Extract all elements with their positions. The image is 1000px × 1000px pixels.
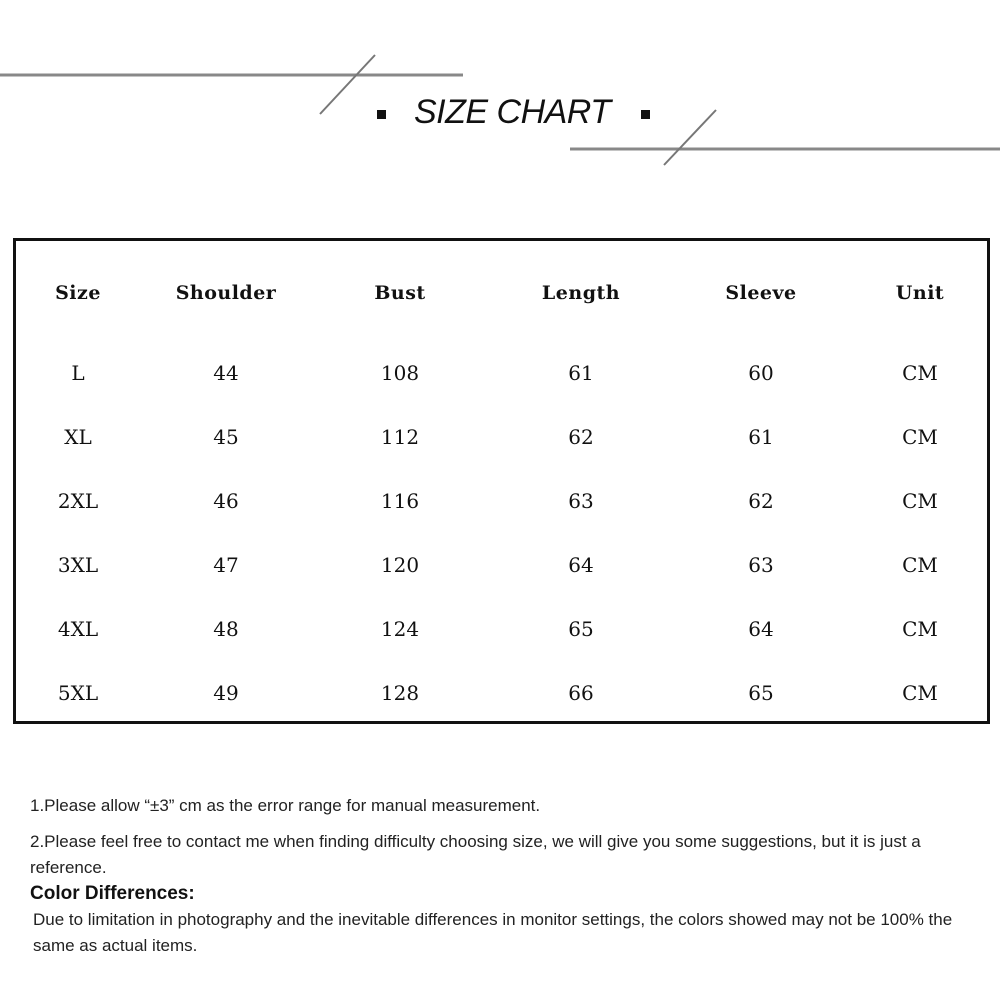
column-header-unit: Unit <box>895 282 945 304</box>
header-slash-right <box>664 110 716 165</box>
header-square-left <box>377 110 386 119</box>
table-cell-unit: CM <box>902 425 938 449</box>
table-cell-unit: CM <box>902 489 938 513</box>
column-header-shoulder: Shoulder <box>175 282 277 304</box>
note-contact: 2.Please feel free to contact me when finding difficulty choosing size, we will give you some suggestions, but it is just a reference. <box>30 832 921 877</box>
color-differences-text: Due to limitation in photography and the inevitable differences in monitor settings, the colors showed may not be 100% the same as actual items. <box>33 910 953 955</box>
table-cell-bust: 124 <box>380 617 420 641</box>
color-differences-heading: Color Differences: <box>30 883 195 904</box>
table-cell-sleeve: 60 <box>748 361 774 385</box>
table-cell-length: 63 <box>568 489 594 513</box>
table-cell-length: 64 <box>568 553 594 577</box>
table-cell-size: 5XL <box>57 681 99 705</box>
column-header-length: Length <box>541 282 621 304</box>
table-cell-length: 62 <box>568 425 594 449</box>
header-square-right <box>641 110 650 119</box>
table-cell-size: 2XL <box>57 489 99 513</box>
column-header-bust: Bust <box>374 282 426 304</box>
table-cell-shoulder: 45 <box>213 425 239 449</box>
table-cell-size: L <box>71 361 85 385</box>
page-title: SIZE CHART <box>414 93 611 131</box>
table-cell-size: 3XL <box>57 553 99 577</box>
table-cell-sleeve: 64 <box>748 617 774 641</box>
table-cell-sleeve: 63 <box>748 553 774 577</box>
table-cell-sleeve: 65 <box>748 681 774 705</box>
table-cell-unit: CM <box>902 617 938 641</box>
table-cell-size: 4XL <box>57 617 99 641</box>
table-cell-shoulder: 44 <box>213 361 239 385</box>
table-cell-bust: 108 <box>380 361 420 385</box>
table-cell-unit: CM <box>902 553 938 577</box>
table-cell-unit: CM <box>902 681 938 705</box>
table-cell-sleeve: 61 <box>748 425 774 449</box>
table-cell-bust: 116 <box>380 489 420 513</box>
table-cell-size: XL <box>64 425 92 449</box>
table-cell-shoulder: 49 <box>213 681 239 705</box>
header-slash-left <box>320 55 375 114</box>
table-cell-length: 61 <box>568 361 594 385</box>
table-cell-shoulder: 47 <box>213 553 239 577</box>
note-measurement: 1.Please allow “±3” cm as the error range for manual measurement. <box>30 796 541 815</box>
table-cell-bust: 120 <box>380 553 420 577</box>
column-header-size: Size <box>55 282 101 304</box>
column-header-sleeve: Sleeve <box>725 282 797 304</box>
notes-section <box>30 793 985 959</box>
table-cell-shoulder: 46 <box>213 489 239 513</box>
table-cell-length: 65 <box>568 617 594 641</box>
table-cell-bust: 112 <box>380 425 420 449</box>
table-cell-sleeve: 62 <box>748 489 774 513</box>
table-cell-shoulder: 48 <box>213 617 239 641</box>
table-cell-length: 66 <box>568 681 594 705</box>
table-cell-bust: 128 <box>380 681 420 705</box>
table-cell-unit: CM <box>902 361 938 385</box>
size-table <box>13 238 990 724</box>
